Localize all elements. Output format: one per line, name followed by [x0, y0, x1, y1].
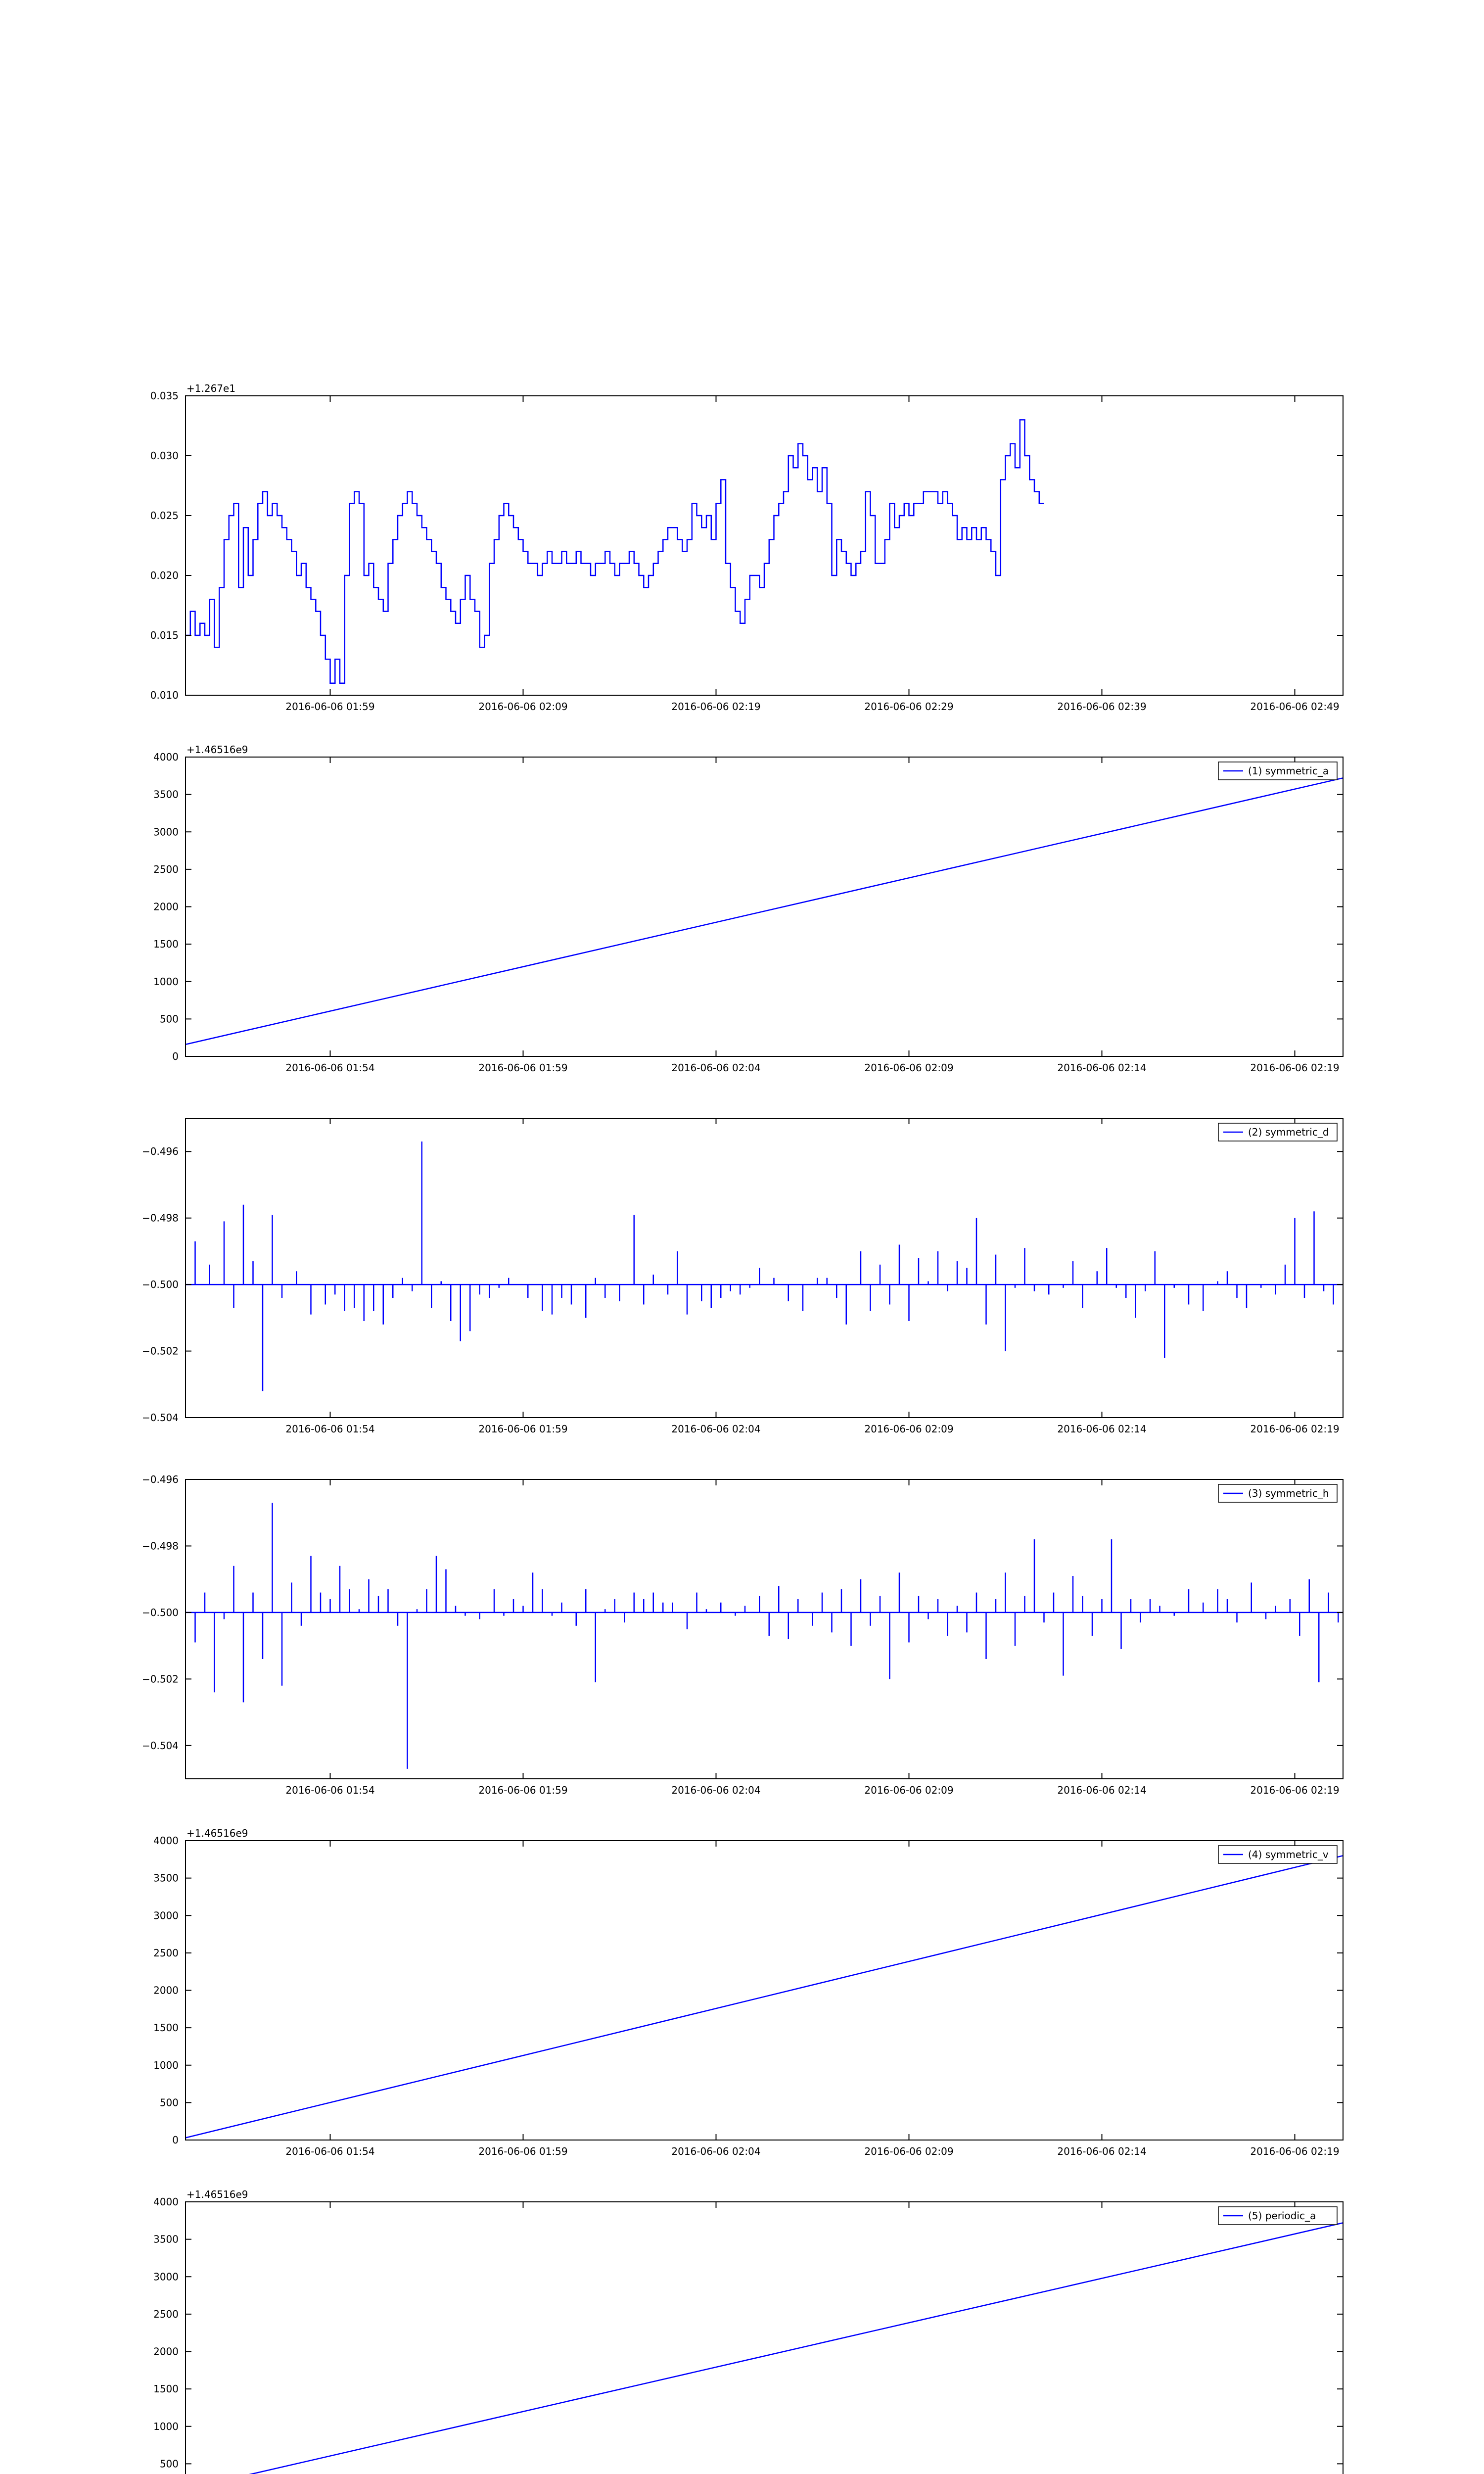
y-tick-label: −0.496	[141, 1145, 179, 1158]
x-tick-label: 2016-06-06 02:04	[671, 1062, 761, 1074]
y-tick-label: −0.498	[141, 1540, 179, 1552]
x-tick-label: 2016-06-06 02:04	[671, 2145, 761, 2157]
y-tick-label: 1000	[153, 2420, 179, 2432]
y-tick-label: −0.502	[141, 1673, 179, 1685]
y-tick-label: 0	[172, 1050, 179, 1062]
plot-area	[186, 757, 1343, 1056]
chart-panel-symmetric-v	[153, 1827, 1343, 2157]
y-tick-label: −0.504	[141, 1739, 179, 1752]
x-tick-label: 2016-06-06 02:29	[864, 701, 954, 713]
y-tick-label: 1500	[153, 2383, 179, 2395]
y-tick-label: 3000	[153, 2271, 179, 2283]
y-tick-label: −0.498	[141, 1212, 179, 1224]
x-tick-label: 2016-06-06 02:19	[1250, 2145, 1340, 2157]
x-tick-label: 2016-06-06 02:04	[671, 1423, 761, 1435]
legend-label: (3) symmetric_h	[1248, 1487, 1329, 1499]
chart-panel-periodic-a	[153, 2189, 1343, 2474]
y-tick-label: 0	[172, 2134, 179, 2146]
x-tick-label: 2016-06-06 02:09	[864, 1062, 954, 1074]
x-tick-label: 2016-06-06 01:54	[285, 1062, 375, 1074]
x-tick-label: 2016-06-06 01:54	[285, 2145, 375, 2157]
chart-panel-top-step	[150, 382, 1343, 713]
plot-area	[186, 1479, 1343, 1779]
y-tick-label: 2500	[153, 863, 179, 875]
y-tick-label: 3000	[153, 826, 179, 838]
y-tick-label: 3500	[153, 2233, 179, 2245]
x-tick-label: 2016-06-06 02:09	[864, 1784, 954, 1796]
y-tick-label: 3500	[153, 1872, 179, 1884]
y-tick-label: 0.035	[150, 390, 179, 402]
x-tick-label: 2016-06-06 02:14	[1057, 2145, 1147, 2157]
x-tick-label: 2016-06-06 02:14	[1057, 1784, 1147, 1796]
y-tick-label: 3000	[153, 1909, 179, 1922]
y-tick-label: −0.496	[141, 1474, 179, 1485]
plot-area	[186, 2202, 1343, 2474]
legend	[1218, 1123, 1337, 1141]
legend	[1218, 1484, 1337, 1502]
y-tick-label: −0.500	[141, 1279, 179, 1291]
y-tick-label: 4000	[153, 1835, 179, 1847]
x-tick-label: 2016-06-06 02:09	[864, 2145, 954, 2157]
legend-label: (1) symmetric_a	[1248, 765, 1329, 777]
x-tick-label: 2016-06-06 02:19	[1250, 1784, 1340, 1796]
y-tick-label: 1000	[153, 975, 179, 988]
y-tick-label: 0.030	[150, 450, 179, 462]
y-tick-label: 0.025	[150, 510, 179, 522]
y-tick-label: 2500	[153, 1947, 179, 1959]
x-tick-label: 2016-06-06 01:59	[478, 1062, 568, 1074]
x-tick-label: 2016-06-06 02:09	[864, 1423, 954, 1435]
chart-panel-symmetric-a	[153, 744, 1343, 1074]
y-tick-label: −0.504	[141, 1412, 179, 1424]
y-tick-label: −0.502	[141, 1345, 179, 1357]
x-tick-label: 2016-06-06 02:14	[1057, 1423, 1147, 1435]
y-tick-label: 1000	[153, 2059, 179, 2071]
y-tick-label: 0.020	[150, 570, 179, 581]
plot-area	[186, 396, 1343, 695]
axis-offset-label: +1.46516e9	[186, 2189, 248, 2200]
legend	[1218, 1846, 1337, 1863]
y-tick-label: 4000	[153, 751, 179, 763]
y-tick-label: 2500	[153, 2308, 179, 2320]
legend-label: (5) periodic_a	[1248, 2210, 1316, 2222]
x-tick-label: 2016-06-06 02:19	[1250, 1423, 1340, 1435]
axis-offset-label: +1.46516e9	[186, 744, 248, 756]
y-tick-label: 2000	[153, 1984, 179, 1997]
x-tick-label: 2016-06-06 01:59	[285, 701, 375, 713]
y-tick-label: 0.010	[150, 689, 179, 701]
x-tick-label: 2016-06-06 01:59	[478, 2145, 568, 2157]
x-tick-label: 2016-06-06 01:54	[285, 1784, 375, 1796]
legend	[1218, 2207, 1337, 2225]
legend-label: (2) symmetric_d	[1248, 1126, 1329, 1138]
y-tick-label: 2000	[153, 2345, 179, 2358]
y-tick-label: 0.015	[150, 629, 179, 641]
x-tick-label: 2016-06-06 02:39	[1057, 701, 1147, 713]
x-tick-label: 2016-06-06 02:19	[1250, 1062, 1340, 1074]
plot-area	[186, 1118, 1343, 1418]
y-tick-label: 1500	[153, 2022, 179, 2034]
x-tick-label: 2016-06-06 01:59	[478, 1423, 568, 1435]
x-tick-label: 2016-06-06 02:19	[671, 701, 761, 713]
legend-label: (4) symmetric_v	[1248, 1849, 1329, 1860]
y-tick-label: 500	[159, 1013, 179, 1025]
x-tick-label: 2016-06-06 01:54	[285, 1423, 375, 1435]
x-tick-label: 2016-06-06 02:04	[671, 1784, 761, 1796]
y-tick-label: 4000	[153, 2196, 179, 2208]
x-tick-label: 2016-06-06 01:59	[478, 1784, 568, 1796]
y-tick-label: 2000	[153, 901, 179, 913]
chart-panel-symmetric-h	[142, 1474, 1343, 1796]
y-tick-label: 500	[159, 2096, 179, 2109]
axis-offset-label: +1.46516e9	[186, 1827, 248, 1839]
x-tick-label: 2016-06-06 02:14	[1057, 1062, 1147, 1074]
y-tick-label: −0.500	[141, 1606, 179, 1618]
y-tick-label: 500	[159, 2458, 179, 2470]
x-tick-label: 2016-06-06 02:49	[1250, 701, 1340, 713]
axis-offset-label: +1.267e1	[186, 382, 236, 394]
y-tick-label: 1500	[153, 938, 179, 951]
chart-panel-symmetric-d	[142, 1118, 1343, 1435]
y-tick-label: 3500	[153, 788, 179, 801]
x-tick-label: 2016-06-06 02:09	[478, 701, 568, 713]
legend	[1218, 762, 1337, 780]
